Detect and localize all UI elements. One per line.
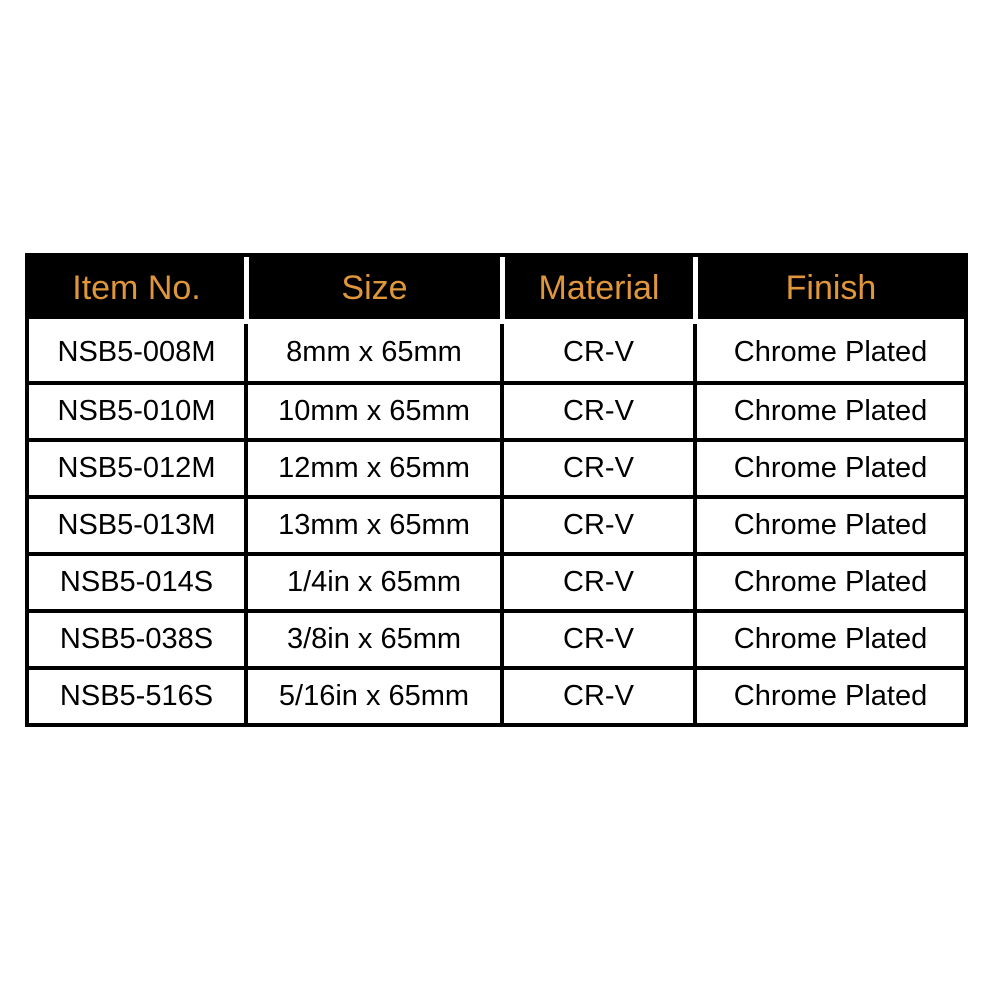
cell-material: CR-V bbox=[500, 609, 693, 666]
table-row bbox=[29, 381, 964, 438]
cell-finish: Chrome Plated bbox=[693, 438, 964, 495]
cell-material: CR-V bbox=[500, 381, 693, 438]
header-cell-size: Size bbox=[244, 257, 500, 319]
table-row bbox=[29, 438, 964, 495]
table-row bbox=[29, 495, 964, 552]
table-row bbox=[29, 552, 964, 609]
cell-item-no: NSB5-516S bbox=[29, 666, 244, 723]
header-cell-item-no: Item No. bbox=[29, 257, 244, 319]
table-row bbox=[29, 666, 964, 723]
cell-item-no: NSB5-012M bbox=[29, 438, 244, 495]
header-cell-material: Material bbox=[500, 257, 693, 319]
cell-material: CR-V bbox=[500, 438, 693, 495]
cell-item-no: NSB5-008M bbox=[29, 324, 244, 381]
table-header-row bbox=[29, 257, 964, 324]
cell-finish: Chrome Plated bbox=[693, 552, 964, 609]
cell-item-no: NSB5-013M bbox=[29, 495, 244, 552]
cell-material: CR-V bbox=[500, 495, 693, 552]
cell-size: 3/8in x 65mm bbox=[244, 609, 500, 666]
table-row bbox=[29, 324, 964, 381]
cell-finish: Chrome Plated bbox=[693, 495, 964, 552]
cell-item-no: NSB5-014S bbox=[29, 552, 244, 609]
header-cell-finish: Finish bbox=[693, 257, 964, 319]
cell-size: 10mm x 65mm bbox=[244, 381, 500, 438]
cell-size: 5/16in x 65mm bbox=[244, 666, 500, 723]
cell-finish: Chrome Plated bbox=[693, 381, 964, 438]
spec-table bbox=[25, 253, 968, 727]
table-row bbox=[29, 609, 964, 666]
cell-material: CR-V bbox=[500, 324, 693, 381]
cell-size: 12mm x 65mm bbox=[244, 438, 500, 495]
cell-finish: Chrome Plated bbox=[693, 666, 964, 723]
cell-finish: Chrome Plated bbox=[693, 324, 964, 381]
cell-material: CR-V bbox=[500, 666, 693, 723]
cell-size: 8mm x 65mm bbox=[244, 324, 500, 381]
cell-size: 13mm x 65mm bbox=[244, 495, 500, 552]
cell-finish: Chrome Plated bbox=[693, 609, 964, 666]
cell-item-no: NSB5-038S bbox=[29, 609, 244, 666]
cell-size: 1/4in x 65mm bbox=[244, 552, 500, 609]
cell-material: CR-V bbox=[500, 552, 693, 609]
cell-item-no: NSB5-010M bbox=[29, 381, 244, 438]
